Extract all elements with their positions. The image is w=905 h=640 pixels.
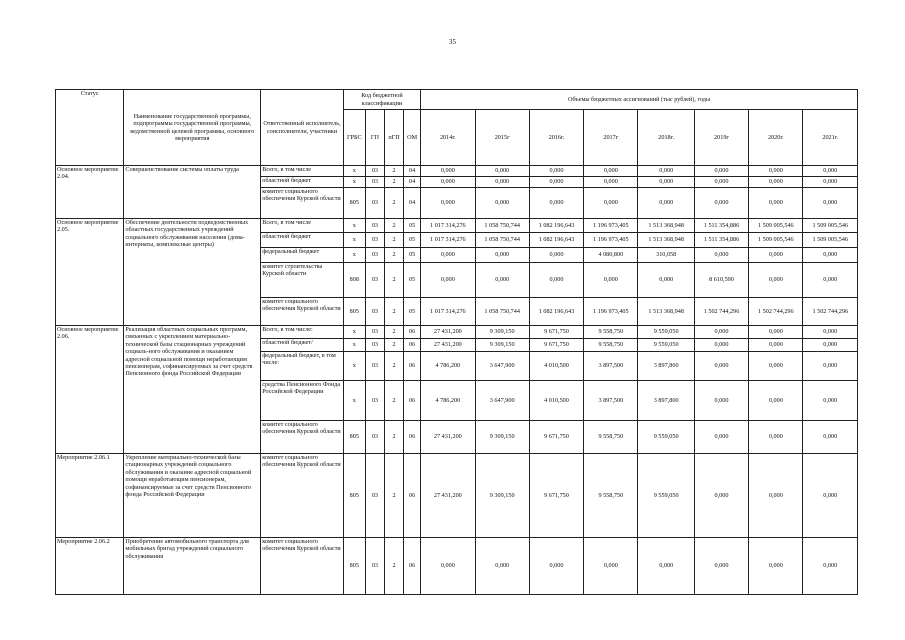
row-value: 1 082 196,643 [529, 219, 583, 233]
row-code: 03 [365, 219, 384, 233]
row-value: 0,000 [749, 177, 803, 188]
row-value: 0,000 [694, 352, 748, 381]
header-code-group: Код бюджетной классификации [343, 90, 420, 110]
budget-table [55, 89, 858, 595]
row-value: 9 309,150 [475, 339, 529, 352]
row-value: 8 610,590 [694, 263, 748, 298]
row-code: 06 [404, 339, 421, 352]
table-row [56, 326, 858, 339]
row-code: 06 [404, 538, 421, 595]
row-code: 2 [384, 298, 403, 326]
row-code: 2 [384, 339, 403, 352]
row-value: 1 082 196,643 [529, 233, 583, 248]
row-value: 0,000 [638, 538, 694, 595]
row-code: х [343, 233, 365, 248]
row-value: 1 017 314,276 [421, 233, 475, 248]
row-value: 0,000 [749, 381, 803, 421]
row-value: 9 559,050 [638, 454, 694, 538]
row-value: 9 558,750 [584, 326, 638, 339]
row-code: 03 [365, 298, 384, 326]
row-value: 9 558,750 [584, 339, 638, 352]
row-code: х [343, 248, 365, 263]
row-value: 0,000 [749, 188, 803, 219]
row-value: 1 196 973,405 [584, 298, 638, 326]
row-executor: комитет социального обеспечения Курской области [261, 538, 344, 595]
row-value: 1 511 354,886 [694, 233, 748, 248]
table-row [56, 454, 858, 538]
row-value: 0,000 [421, 263, 475, 298]
row-code: 06 [404, 454, 421, 538]
row-code: 05 [404, 263, 421, 298]
row-code: 05 [404, 248, 421, 263]
row-value: 0,000 [803, 188, 858, 219]
row-value: 3 897,500 [584, 352, 638, 381]
row-value: 0,000 [749, 263, 803, 298]
row-value: 9 559,050 [638, 339, 694, 352]
page-number: 35 [449, 38, 456, 46]
row-value: 0,000 [475, 188, 529, 219]
row-code: 2 [384, 177, 403, 188]
header-volumes-group: Объемы бюджетных ассигнований (тыс рублей), годы [421, 90, 858, 110]
header-code-pgp: пГП [384, 110, 403, 166]
row-code: 03 [365, 248, 384, 263]
row-code: х [343, 381, 365, 421]
row-value: 0,000 [694, 248, 748, 263]
header-year: 2017г [584, 110, 638, 166]
row-name: Реализация областных социальных программ, связанных с укреплением материально-технической базы стационарных учреждений социаль-ного обслуживания и оказанием адресной социальной помощи неработающим пенсионерам, софинансируемых за счет средств Пенсионного фонда Российской Федерации [124, 326, 261, 454]
row-code: 03 [365, 421, 384, 454]
row-value: 9 671,750 [529, 326, 583, 339]
header-year: 2015г [475, 110, 529, 166]
table-row [56, 538, 858, 595]
row-value: 4 786,200 [421, 381, 475, 421]
row-executor: Всего, в том числе [261, 166, 344, 177]
row-value: 4 080,800 [584, 248, 638, 263]
row-code: 03 [365, 166, 384, 177]
row-value: 0,000 [694, 326, 748, 339]
row-value: 0,000 [749, 454, 803, 538]
row-value: 0,000 [584, 538, 638, 595]
header-status: Статус [56, 90, 124, 166]
header-code-gp: ГП [365, 110, 384, 166]
row-value: 0,000 [749, 326, 803, 339]
row-code: х [343, 352, 365, 381]
header-code-grbs: ГРБС [343, 110, 365, 166]
row-value: 1 058 750,744 [475, 233, 529, 248]
row-executor: комитет строительства Курской области [261, 263, 344, 298]
row-value: 1 513 368,948 [638, 219, 694, 233]
row-name: Обеспечение деятельности подведомственных областных государственных учреждений социального обслуживания населения (дома-интернаты, комплексные центры) [124, 219, 261, 326]
row-value: 1 196 973,405 [584, 219, 638, 233]
row-code: 2 [384, 454, 403, 538]
row-value: 1 058 750,744 [475, 298, 529, 326]
row-value: 9 559,050 [638, 421, 694, 454]
row-code: 2 [384, 381, 403, 421]
row-value: 0,000 [694, 166, 748, 177]
row-value: 3 897,800 [638, 381, 694, 421]
row-value: 1 513 368,948 [638, 233, 694, 248]
row-code: 05 [404, 298, 421, 326]
row-value: 9 671,750 [529, 454, 583, 538]
row-value: 0,000 [749, 538, 803, 595]
row-value: 0,000 [694, 177, 748, 188]
row-code: 03 [365, 177, 384, 188]
header-year: 2014г. [421, 110, 475, 166]
row-value: 0,000 [584, 177, 638, 188]
row-code: х [343, 219, 365, 233]
row-value: 27 431,200 [421, 421, 475, 454]
row-status: Основное мероприятие 2.05. [56, 219, 124, 326]
row-value: 0,000 [475, 538, 529, 595]
row-value: 0,000 [803, 421, 858, 454]
row-value: 3 647,900 [475, 352, 529, 381]
row-code: 04 [404, 166, 421, 177]
row-value: 9 558,750 [584, 454, 638, 538]
row-code: 805 [343, 188, 365, 219]
row-code: 808 [343, 263, 365, 298]
row-value: 0,000 [694, 454, 748, 538]
row-value: 1 082 196,643 [529, 298, 583, 326]
table-row [56, 166, 858, 177]
row-code: х [343, 177, 365, 188]
row-value: 0,000 [694, 188, 748, 219]
row-value: 0,000 [421, 177, 475, 188]
row-value: 27 431,200 [421, 326, 475, 339]
row-code: 06 [404, 421, 421, 454]
row-code: 04 [404, 188, 421, 219]
row-value: 0,000 [803, 339, 858, 352]
row-code: х [343, 166, 365, 177]
row-value: 0,000 [529, 166, 583, 177]
row-executor: федеральный бюджет [261, 248, 344, 263]
row-value: 0,000 [749, 166, 803, 177]
row-value: 9 309,150 [475, 326, 529, 339]
row-code: 2 [384, 166, 403, 177]
row-value: 1 017 314,276 [421, 219, 475, 233]
row-value: 0,000 [529, 538, 583, 595]
row-value: 0,000 [638, 177, 694, 188]
row-code: 03 [365, 381, 384, 421]
header-year: 2021г. [803, 110, 858, 166]
row-status: Мероприятие 2.06.1 [56, 454, 124, 538]
row-value: 1 196 973,405 [584, 233, 638, 248]
row-value: 0,000 [749, 421, 803, 454]
row-value: 1 509 005,546 [803, 219, 858, 233]
row-value: 0,000 [529, 248, 583, 263]
row-name: Укрепление материально-технической базы стационарных учреждений социального обслуживания и оказание адресной социальной помощи неработающим пенсионерам, софинансируемые за счет средств Пенсионного фонда Российской Федерации [124, 454, 261, 538]
row-value: 27 431,200 [421, 339, 475, 352]
row-code: х [343, 339, 365, 352]
row-executor: комитет социального обеспечения Курской области [261, 454, 344, 538]
row-value: 0,000 [694, 339, 748, 352]
row-value: 0,000 [584, 166, 638, 177]
row-code: 2 [384, 263, 403, 298]
row-value: 0,000 [803, 352, 858, 381]
row-value: 0,000 [803, 326, 858, 339]
row-value: 0,000 [749, 352, 803, 381]
row-value: 1 502 744,296 [803, 298, 858, 326]
row-code: 805 [343, 421, 365, 454]
row-value: 0,000 [803, 177, 858, 188]
row-value: 27 431,200 [421, 454, 475, 538]
row-value: 0,000 [803, 454, 858, 538]
row-value: 1 502 744,296 [694, 298, 748, 326]
header-year: 2019г [694, 110, 748, 166]
row-value: 0,000 [638, 188, 694, 219]
row-status: Основное мероприятие 2.06. [56, 326, 124, 454]
row-code: 03 [365, 339, 384, 352]
row-value: 9 309,150 [475, 421, 529, 454]
row-value: 0,000 [803, 381, 858, 421]
row-code: 03 [365, 454, 384, 538]
row-value: 1 058 750,744 [475, 219, 529, 233]
row-value: 9 309,150 [475, 454, 529, 538]
row-value: 0,000 [803, 166, 858, 177]
row-executor: областной бюджет [261, 233, 344, 248]
row-code: 2 [384, 538, 403, 595]
row-value: 0,000 [529, 188, 583, 219]
row-value: 1 511 354,886 [694, 219, 748, 233]
row-executor: средства Пенсионного Фонда Российской Федерации [261, 381, 344, 421]
row-code: 03 [365, 538, 384, 595]
row-code: 05 [404, 233, 421, 248]
row-executor: комитет социального обеспечения Курской области [261, 421, 344, 454]
row-value: 0,000 [749, 339, 803, 352]
row-value: 0,000 [803, 263, 858, 298]
row-value: 0,000 [529, 263, 583, 298]
row-value: 0,000 [584, 188, 638, 219]
row-code: 2 [384, 248, 403, 263]
row-code: 06 [404, 352, 421, 381]
row-status: Мероприятие 2.06.2 [56, 538, 124, 595]
row-code: 03 [365, 263, 384, 298]
table-row [56, 219, 858, 233]
row-value: 4 786,200 [421, 352, 475, 381]
row-code: 2 [384, 352, 403, 381]
row-value: 9 558,750 [584, 421, 638, 454]
row-executor: областной бюджет [261, 177, 344, 188]
header-year: 2020г. [749, 110, 803, 166]
row-value: 0,000 [421, 166, 475, 177]
row-value: 0,000 [584, 263, 638, 298]
row-value: 0,000 [421, 248, 475, 263]
row-value: 1 509 005,546 [749, 233, 803, 248]
row-value: 1 509 005,546 [803, 233, 858, 248]
row-value: 0,000 [475, 177, 529, 188]
row-value: 0,000 [694, 381, 748, 421]
row-status: Основное мероприятие 2.04. [56, 166, 124, 219]
row-value: 0,000 [421, 188, 475, 219]
row-executor: федеральный бюджет, в том числе: [261, 352, 344, 381]
row-value: 1 509 005,546 [749, 219, 803, 233]
table-body [56, 166, 858, 595]
row-value: 0,000 [475, 248, 529, 263]
row-value: 0,000 [421, 538, 475, 595]
row-name: Совершенствование системы оплаты труда [124, 166, 261, 219]
row-value: 0,000 [803, 248, 858, 263]
row-code: 05 [404, 219, 421, 233]
row-code: 2 [384, 326, 403, 339]
row-value: 0,000 [475, 263, 529, 298]
row-code: 03 [365, 188, 384, 219]
row-value: 9 559,050 [638, 326, 694, 339]
header-year: 2018г. [638, 110, 694, 166]
row-code: 04 [404, 177, 421, 188]
row-code: 2 [384, 188, 403, 219]
row-code: 06 [404, 381, 421, 421]
row-executor: комитет социального обеспечения Курской области [261, 188, 344, 219]
row-value: 0,000 [638, 263, 694, 298]
header-code-om: ОМ [404, 110, 421, 166]
row-value: 310,058 [638, 248, 694, 263]
row-code: 06 [404, 326, 421, 339]
row-value: 9 671,750 [529, 421, 583, 454]
row-value: 4 010,500 [529, 381, 583, 421]
row-value: 3 647,900 [475, 381, 529, 421]
row-executor: Всего, в том числе [261, 219, 344, 233]
row-value: 0,000 [475, 166, 529, 177]
row-code: 2 [384, 219, 403, 233]
row-value: 0,000 [529, 177, 583, 188]
row-executor: комитет социального обеспечения Курской области [261, 298, 344, 326]
row-value: 1 017 314,276 [421, 298, 475, 326]
row-code: 03 [365, 233, 384, 248]
row-name: Приобретение автомобильного транспорта для мобильных бригад учреждений социального обслуживания [124, 538, 261, 595]
row-code: 03 [365, 352, 384, 381]
row-code: 03 [365, 326, 384, 339]
row-code: 805 [343, 454, 365, 538]
row-value: 3 897,800 [638, 352, 694, 381]
row-code: 2 [384, 421, 403, 454]
row-executor: Всего, в том числе: [261, 326, 344, 339]
row-value: 0,000 [803, 538, 858, 595]
header-year: 2016г. [529, 110, 583, 166]
row-value: 9 671,750 [529, 339, 583, 352]
row-value: 3 897,500 [584, 381, 638, 421]
row-code: 805 [343, 538, 365, 595]
row-value: 4 010,500 [529, 352, 583, 381]
row-value: 1 502 744,296 [749, 298, 803, 326]
row-value: 0,000 [694, 421, 748, 454]
row-value: 1 513 368,948 [638, 298, 694, 326]
row-executor: областной бюджет/ [261, 339, 344, 352]
row-code: х [343, 326, 365, 339]
row-value: 0,000 [749, 248, 803, 263]
row-code: 805 [343, 298, 365, 326]
row-value: 0,000 [638, 166, 694, 177]
row-code: 2 [384, 233, 403, 248]
header-name: Наименование государственной программы, подпрограммы государственной программы, ведомственной целевой программы, основного мероприятия [124, 90, 261, 166]
header-executor: Ответственный исполнитель, соисполнители, участники [261, 90, 344, 166]
row-value: 0,000 [694, 538, 748, 595]
